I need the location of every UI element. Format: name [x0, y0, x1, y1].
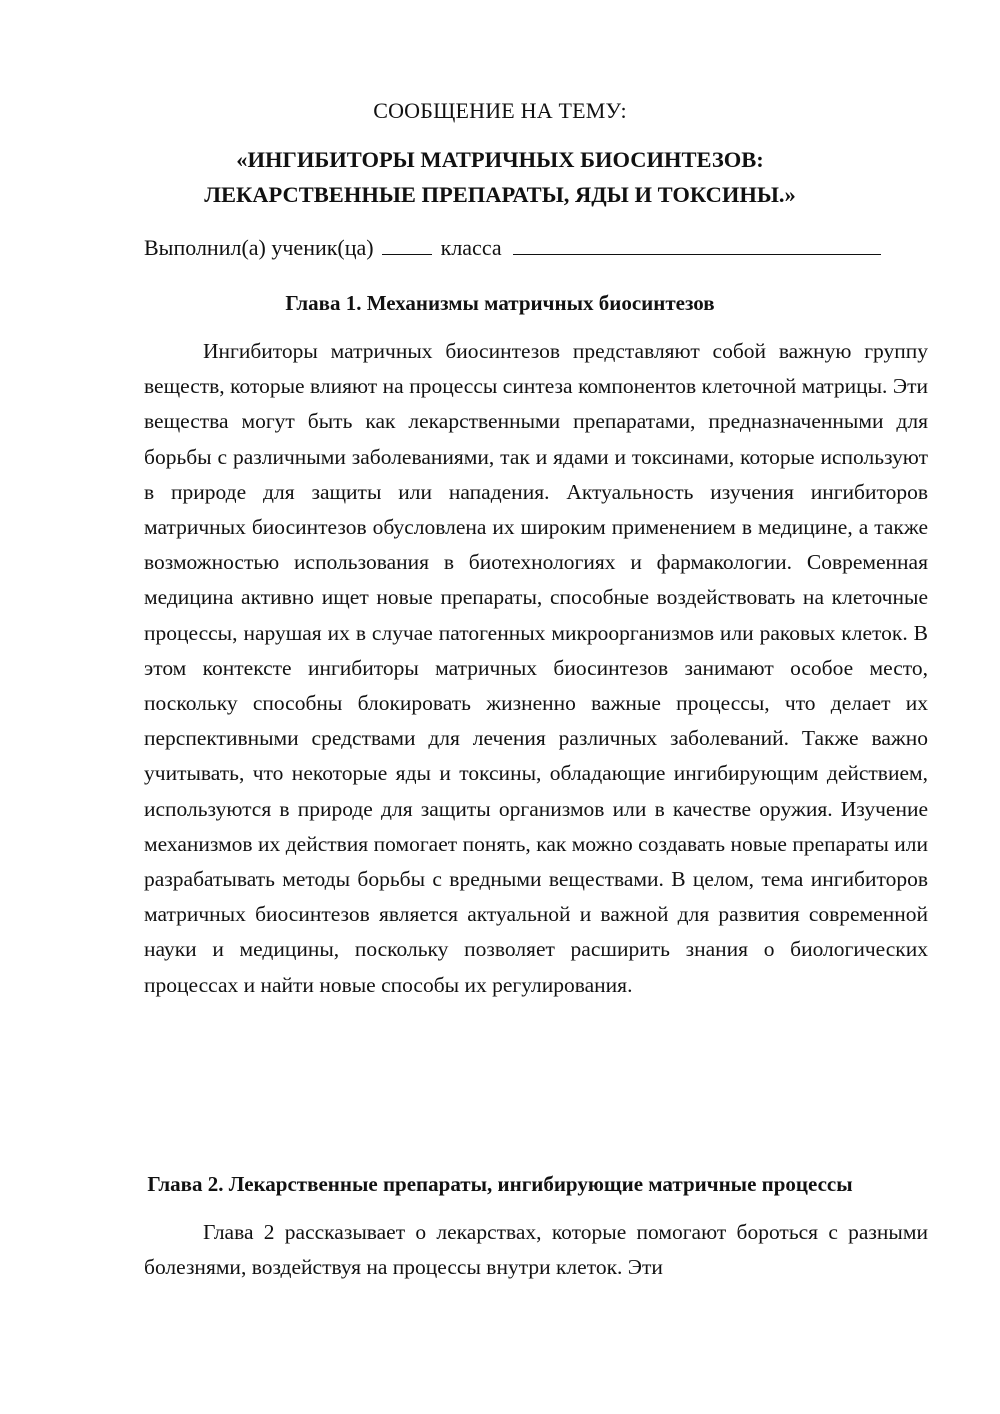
- performer-label: Выполнил(а) ученик(ца): [144, 235, 374, 260]
- chapter-1-paragraph: Ингибиторы матричных биосинтезов представляют собой важную группу веществ, которые влияют на процессы синтеза компонентов клеточной матрицы. Эти вещества могут быть как лекарственными препаратами, предназначенными для борьбы с различными заболеваниями, так и ядами и токсинами, которые используют в природе для защиты или нападения. Актуальность изучения ингибиторов матричных биосинтезов обусловлена их широким применением в медицине, а также возможностью использования в биотехнологиях и фармакологии. Современная медицина активно ищет новые препараты, способные воздействовать на клеточные процессы, нарушая их в случае патогенных микроорганизмов или раковых клеток. В этом контексте ингибиторы матричных биосинтезов занимают особое место, поскольку способны блокировать жизненно важные процессы, что делает их перспективными средствами для лечения различных заболеваний. Также важно учитывать, что некоторые яды и токсины, обладающие ингибирующим действием, используются в природе для защиты организмов или в качестве оружия. Изучение механизмов их действия помогает понять, как можно создавать новые препараты или разрабатывать методы борьбы с вредными веществами. В целом, тема ингибиторов матричных биосинтезов является актуальной и важной для развития современной науки и медицины, поскольку позволяет расширить знания о биологических процессах и найти новые способы их регулирования.: [144, 339, 928, 997]
- chapter-2-paragraph: Глава 2 рассказывает о лекарствах, которые помогают бороться с разными болезнями, воздействуя на процессы внутри клеток. Эти: [144, 1220, 928, 1280]
- class-label: класса: [440, 235, 502, 260]
- chapter-2-heading: Глава 2. Лекарственные препараты, ингибирующие матричные процессы: [147, 1172, 853, 1196]
- subject-line: СООБЩЕНИЕ НА ТЕМУ:: [373, 98, 627, 123]
- performer-line: [144, 233, 881, 263]
- class-number-blank[interactable]: [382, 234, 432, 255]
- chapter-1-heading: Глава 1. Механизмы матричных биосинтезов: [285, 291, 715, 315]
- topic-title-line-2: ЛЕКАРСТВЕННЫЕ ПРЕПАРАТЫ, ЯДЫ И ТОКСИНЫ.»: [204, 182, 796, 207]
- student-name-blank[interactable]: [513, 234, 881, 255]
- topic-title-line-1: «ИНГИБИТОРЫ МАТРИЧНЫХ БИОСИНТЕЗОВ:: [236, 147, 764, 172]
